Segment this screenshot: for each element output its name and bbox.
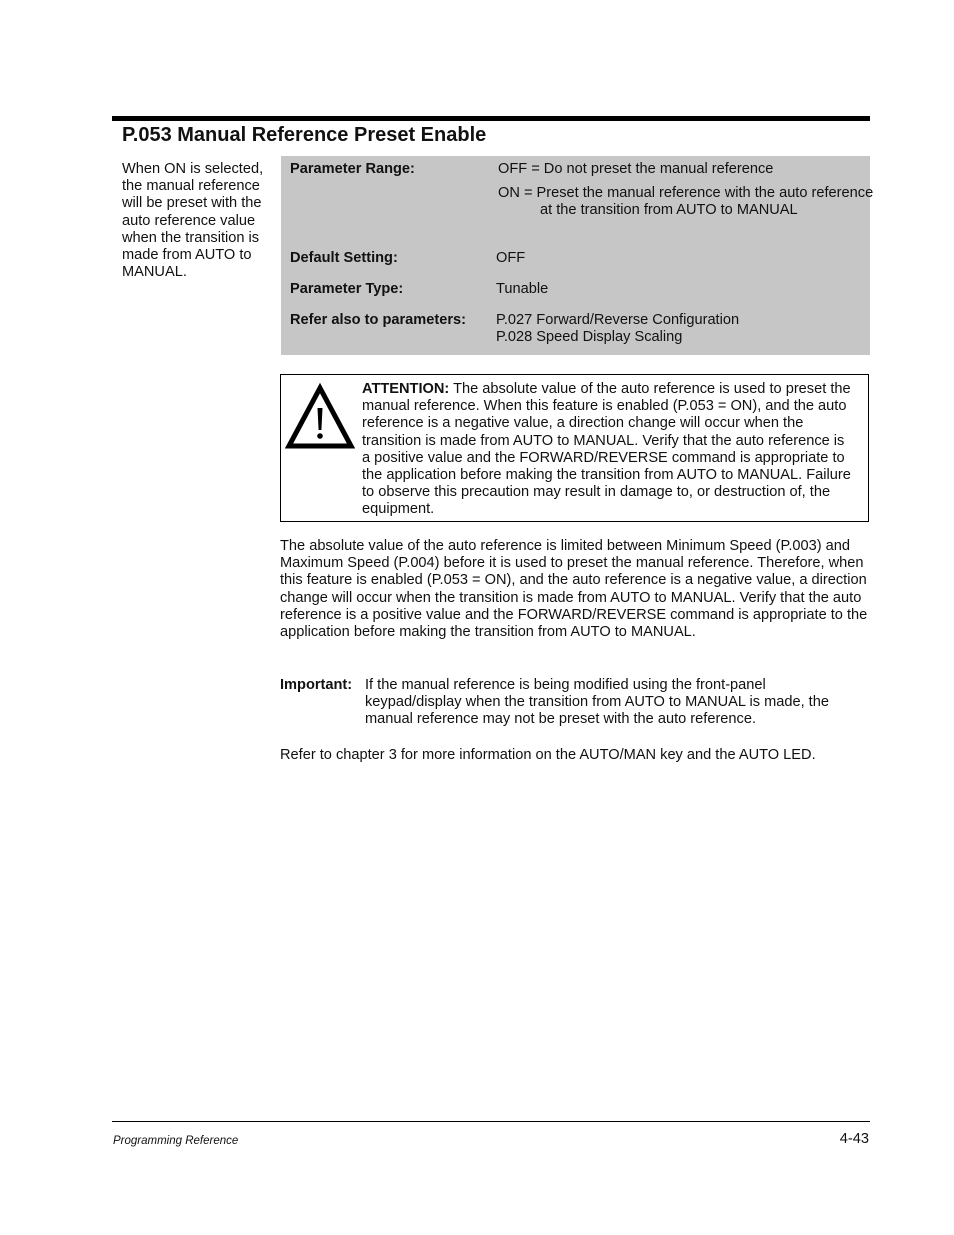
default-setting-value: OFF (496, 250, 526, 266)
attention-message: The absolute value of the auto reference is used to preset the manual reference. When this feature is enabled (P.053 = ON), and the auto reference is a negative value, a direction change will occur when the transition is made from AUTO to MANUAL. Verify that the auto reference is a positive value and the FORWARD/REVERSE command is appropriate to the application before making the transition from AUTO to MANUAL. Failure to observe this precaution may result in damage to, or destruction of, the equipment. (362, 381, 851, 518)
parameter-type-value: Tunable (496, 281, 549, 297)
page-number: 4-43 (839, 1131, 869, 1147)
attention-text (362, 381, 855, 519)
important-text: If the manual reference is being modified using the front-panel keypad/display when the transition from AUTO to MANUAL is made, the manual reference may not be preset with the auto reference. (365, 677, 829, 728)
body-paragraph: The absolute value of the auto reference is limited between Minimum Speed (P.003) and Maximum Speed (P.004) before it is used to preset the manual reference. Therefore, when this feature is enabled (P.053 = ON), and the auto reference is a negative value, a direction change will occur when the transition is made from AUTO to MANUAL. Verify that the auto reference is a positive value and the FORWARD/REVERSE command is appropriate to the application before making the transition from AUTO to MANUAL. (280, 538, 868, 641)
body-paragraph-reference: Refer to chapter 3 for more information on the AUTO/MAN key and the AUTO LED. (280, 747, 816, 763)
page-title: P.053 Manual Reference Preset Enable (122, 124, 487, 146)
refer-also-item: P.028 Speed Display Scaling (496, 329, 683, 345)
parameter-type-label: Parameter Type: (290, 281, 404, 297)
parameter-range-off: OFF = Do not preset the manual reference (498, 161, 774, 177)
refer-also-label: Refer also to parameters: (290, 312, 467, 328)
warning-triangle-icon (285, 382, 355, 450)
default-setting-label: Default Setting: (290, 250, 398, 266)
attention-label: ATTENTION: (362, 381, 450, 397)
refer-also-item: P.027 Forward/Reverse Configuration (496, 312, 740, 328)
footer-rule (112, 1121, 870, 1122)
parameter-range-on: ON = Preset the manual reference with the auto reference at the transition from AUTO to MANUAL (498, 185, 874, 219)
important-label: Important: (280, 677, 353, 693)
parameter-range-label: Parameter Range: (290, 161, 415, 177)
footer-section-name: Programming Reference (113, 1135, 239, 1147)
parameter-table (281, 156, 874, 355)
attention-box (280, 374, 869, 522)
side-note: When ON is selected, the manual reference will be preset with the auto reference value when the transition is made from AUTO to MANUAL. (122, 161, 264, 281)
